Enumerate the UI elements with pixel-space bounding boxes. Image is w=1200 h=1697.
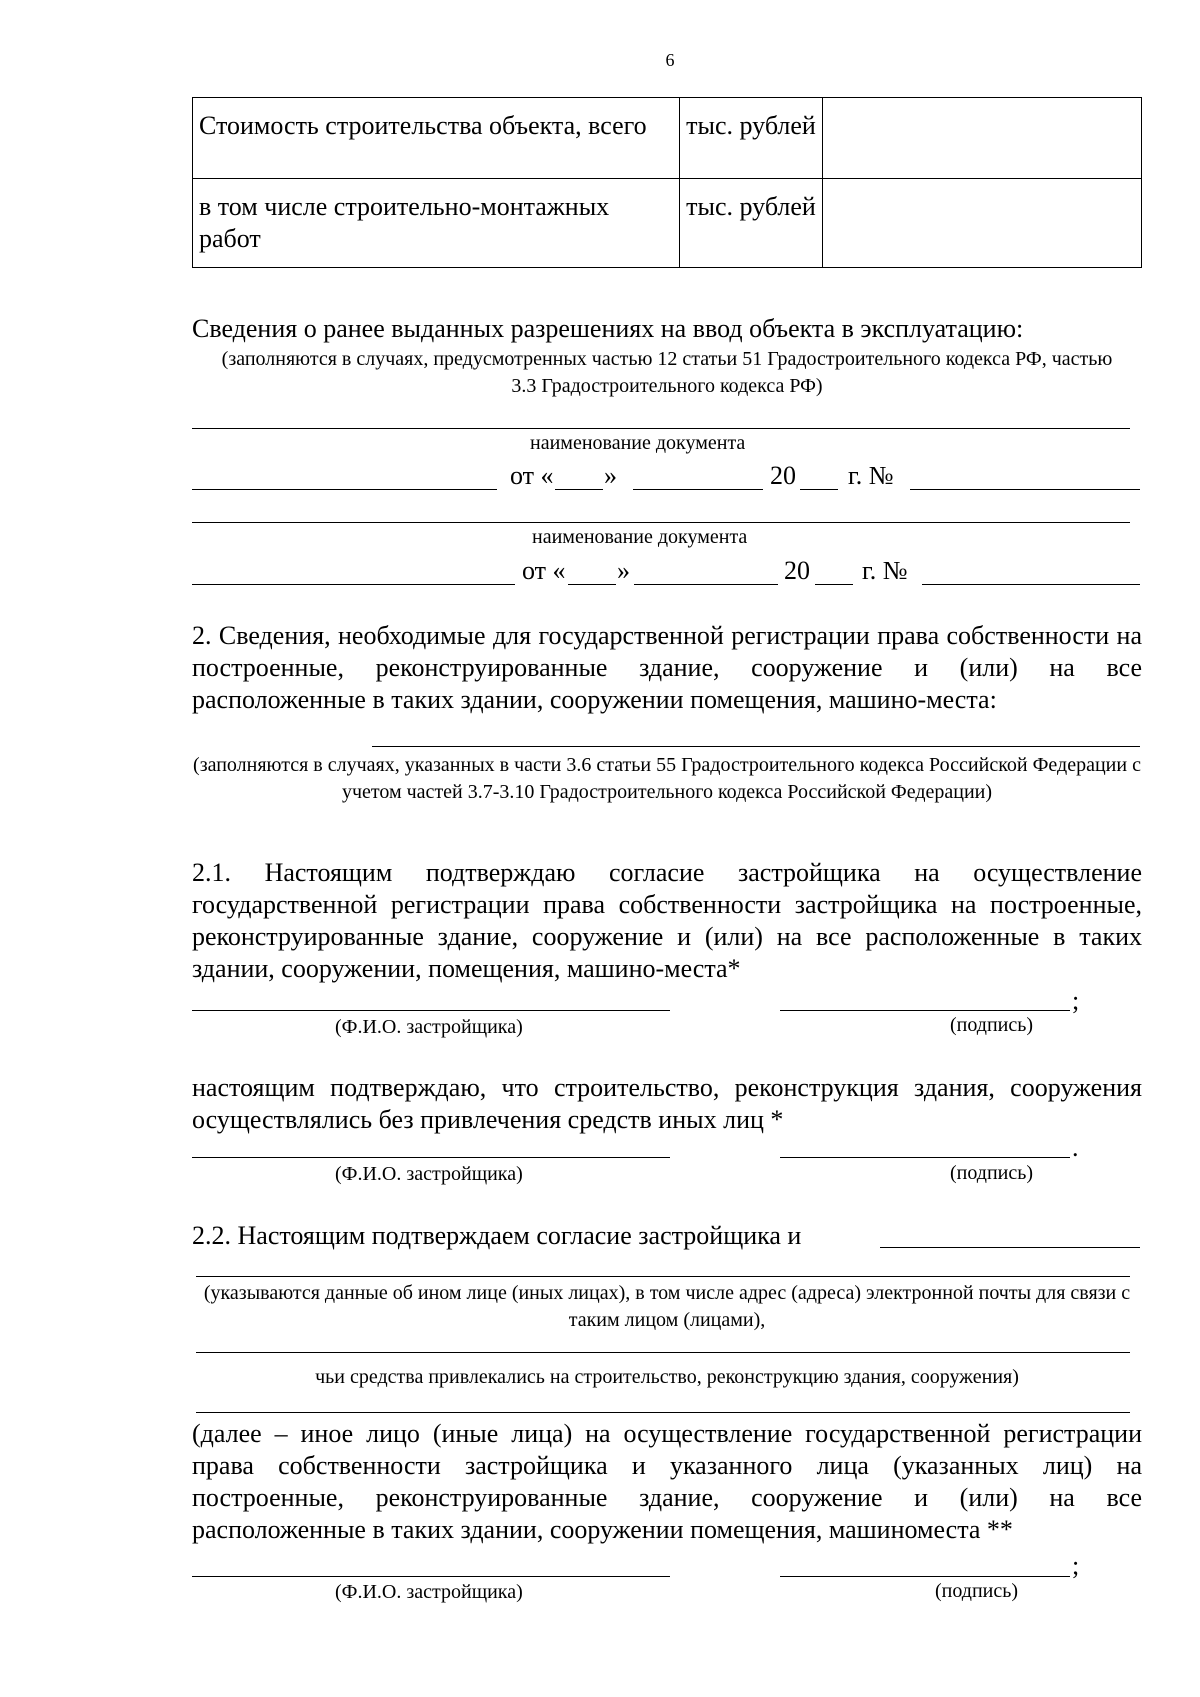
year-prefix-1: 20 xyxy=(770,461,796,490)
permits-note: (заполняются в случаях, предусмотренных частью 12 статьи 51 Градостроительного кодекса РФ, частью 3.3 Градостроительного кодекса РФ) xyxy=(221,348,1113,397)
month-field-2[interactable] xyxy=(634,584,778,585)
document-name-caption-1: наименование документа xyxy=(530,432,746,454)
developer-name-field-2[interactable] xyxy=(192,1157,670,1158)
number-label-2: г. № xyxy=(862,556,908,585)
document-field-line-2[interactable] xyxy=(192,584,515,585)
section-2-field[interactable] xyxy=(372,746,1140,747)
permits-heading: Сведения о ранее выданных разрешениях на ввод объекта в эксплуатацию: xyxy=(192,314,1024,343)
table-row xyxy=(193,98,1142,179)
signature-label-2: (подпись) xyxy=(950,1162,1034,1184)
document-field-line-1[interactable] xyxy=(192,489,497,490)
section-2-2-note-2: чьи средства привлекались на строительство, реконструкцию здания, сооружения) xyxy=(315,1366,1019,1388)
signature-field-3[interactable] xyxy=(780,1576,1070,1577)
section-2-2-text: 2.2. Настоящим подтверждаем согласие застройщика и xyxy=(192,1221,802,1250)
signature-label-3: (подпись) xyxy=(935,1580,1019,1602)
signature-label-1: (подпись) xyxy=(950,1014,1034,1036)
section-2-text: 2. Сведения, необходимые для государственной регистрации права собственности на построенные, реконструированные здание, сооружение и (или) на все расположенные в таких здании, сооружении помещения, машино-места: xyxy=(192,621,1142,714)
cost-value-total[interactable] xyxy=(823,98,1142,179)
date-mid-1: » xyxy=(604,461,617,490)
cost-label-total: Стоимость строительства объекта, всего xyxy=(193,98,680,179)
month-field-1[interactable] xyxy=(633,489,763,490)
day-field-2[interactable] xyxy=(568,584,616,585)
year-field-2[interactable] xyxy=(815,584,853,585)
year-prefix-2: 20 xyxy=(784,556,810,585)
other-party-line-2[interactable] xyxy=(196,1352,1130,1353)
section-2-2-note-1: (указываются данные об ином лице (иных лицах), в том числе адрес (адреса) электронной почты для связи с таким лицом (лицами), xyxy=(203,1282,1131,1331)
signature-end-1: ; xyxy=(1072,986,1080,1015)
number-field-1[interactable] xyxy=(910,489,1140,490)
section-2-1-text: 2.1. Настоящим подтверждаю согласие застройщика на осуществление государственной регистрации права собственности застройщика на построенные, реконструированные здание, сооружение и (или) на все расположенные в таких здании, сооружении, помещения, машино-места* xyxy=(192,858,1142,983)
document-name-line-2[interactable] xyxy=(192,522,1130,523)
number-field-2[interactable] xyxy=(922,584,1140,585)
cost-label-construction: в том числе строительно-монтажных работ xyxy=(193,179,680,268)
developer-name-field-3[interactable] xyxy=(192,1576,670,1577)
fio-label-2: (Ф.И.О. застройщика) xyxy=(335,1163,523,1185)
section-2-2-text-2: (далее – иное лицо (иные лица) на осуществление государственной регистрации права собственности застройщика и указанного лица (указанных лиц) на построенные, реконструированные здание, сооружение и (или) на все расположенные в таких здании, сооружении помещения, машиноместа ** xyxy=(192,1419,1142,1544)
other-party-line-3[interactable] xyxy=(196,1412,1130,1413)
section-2-1-text-2: настоящим подтверждаю, что строительство, реконструкция здания, сооружения осуществлялись без привлечения средств иных лиц * xyxy=(192,1073,1142,1134)
page-number: 6 xyxy=(665,50,675,70)
signature-end-2: . xyxy=(1072,1133,1079,1162)
signature-field-2[interactable] xyxy=(780,1157,1070,1158)
fio-label-1: (Ф.И.О. застройщика) xyxy=(335,1016,523,1038)
other-party-line-1[interactable] xyxy=(196,1276,1130,1277)
section-2-note: (заполняются в случаях, указанных в части 3.6 статьи 55 Градостроительного кодекса Российской Федерации с учетом частей 3.7-3.10 Градостроительного кодекса Российской Федерации) xyxy=(193,754,1141,803)
signature-field-1[interactable] xyxy=(780,1010,1070,1011)
date-prefix-1: от « xyxy=(510,461,554,490)
cost-unit-construction: тыс. рублей xyxy=(680,179,823,268)
fio-label-3: (Ф.И.О. застройщика) xyxy=(335,1581,523,1603)
table-row xyxy=(193,179,1142,268)
document-name-line-1[interactable] xyxy=(192,428,1130,429)
number-label-1: г. № xyxy=(848,461,894,490)
cost-value-construction[interactable] xyxy=(823,179,1142,268)
document-name-caption-2: наименование документа xyxy=(532,526,748,548)
cost-table xyxy=(192,97,1142,268)
year-field-1[interactable] xyxy=(800,489,838,490)
cost-unit-total: тыс. рублей xyxy=(680,98,823,179)
developer-name-field-1[interactable] xyxy=(192,1010,670,1011)
date-mid-2: » xyxy=(617,556,630,585)
signature-end-3: ; xyxy=(1072,1551,1080,1580)
date-prefix-2: от « xyxy=(522,556,566,585)
day-field-1[interactable] xyxy=(555,489,603,490)
other-party-field[interactable] xyxy=(880,1247,1140,1248)
